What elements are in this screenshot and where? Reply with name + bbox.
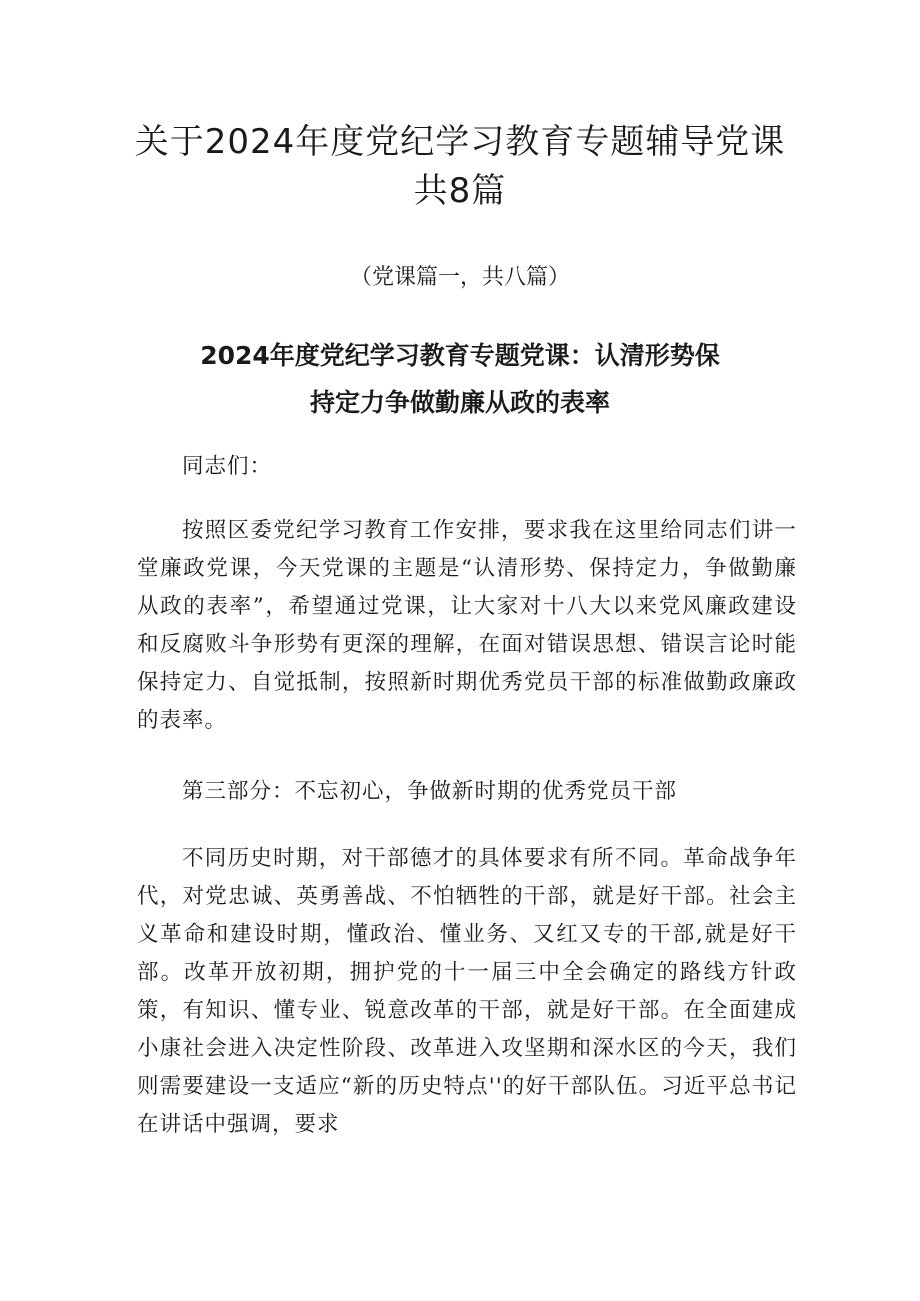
article-subtitle: （党课篇一，共八篇）: [349, 265, 570, 290]
paragraph-body: 不同历史时期，对干部德才的具体要求有所不同。革命战争年代，对党忠诚、英勇善战、不怕牺牲的干部，就是好干部。社会主义革命和建设时期，懂政治、懂业务、又红又专的干部,就是好干部。改革开放初期，拥护党的十一届三中全会确定的路线方针政策，有知识、懂专业、锐意改革的干部，就是好干部。在全面建成小康社会进入决定性阶段、改革进入攻坚期和深水区的今天，我们则需要建设一支适应“新的历史特点''的好干部队伍。习近平总书记在讲话中强调，要求: [137, 846, 797, 1137]
section-title-line1: 2024年度党纪学习教育专题党课：认清形势保: [200, 341, 720, 370]
document-title-line2: 共8篇: [413, 171, 507, 211]
section-title-line2: 持定力争做勤廉从政的表率: [309, 388, 610, 417]
document-title-line1: 关于2024年度党纪学习教育专题辅导党课: [134, 122, 786, 162]
paragraph-intro: 按照区委党纪学习教育工作安排，要求我在这里给同志们讲一堂廉政党课，今天党课的主题是“认清形势、保持定力，争做勤廉从政的表率”，希望通过党课，让大家对十八大以来党风廉政建设和反腐败斗争形势有更深的理解，在面对错误思想、错误言论时能保持定力、自觉抵制，按照新时期优秀党员干部的标准做勤政廉政的表率。: [137, 518, 797, 733]
salutation: 同志们：: [182, 454, 273, 479]
part-heading: 第三部分：不忘初心，争做新时期的优秀党员干部: [182, 779, 678, 804]
